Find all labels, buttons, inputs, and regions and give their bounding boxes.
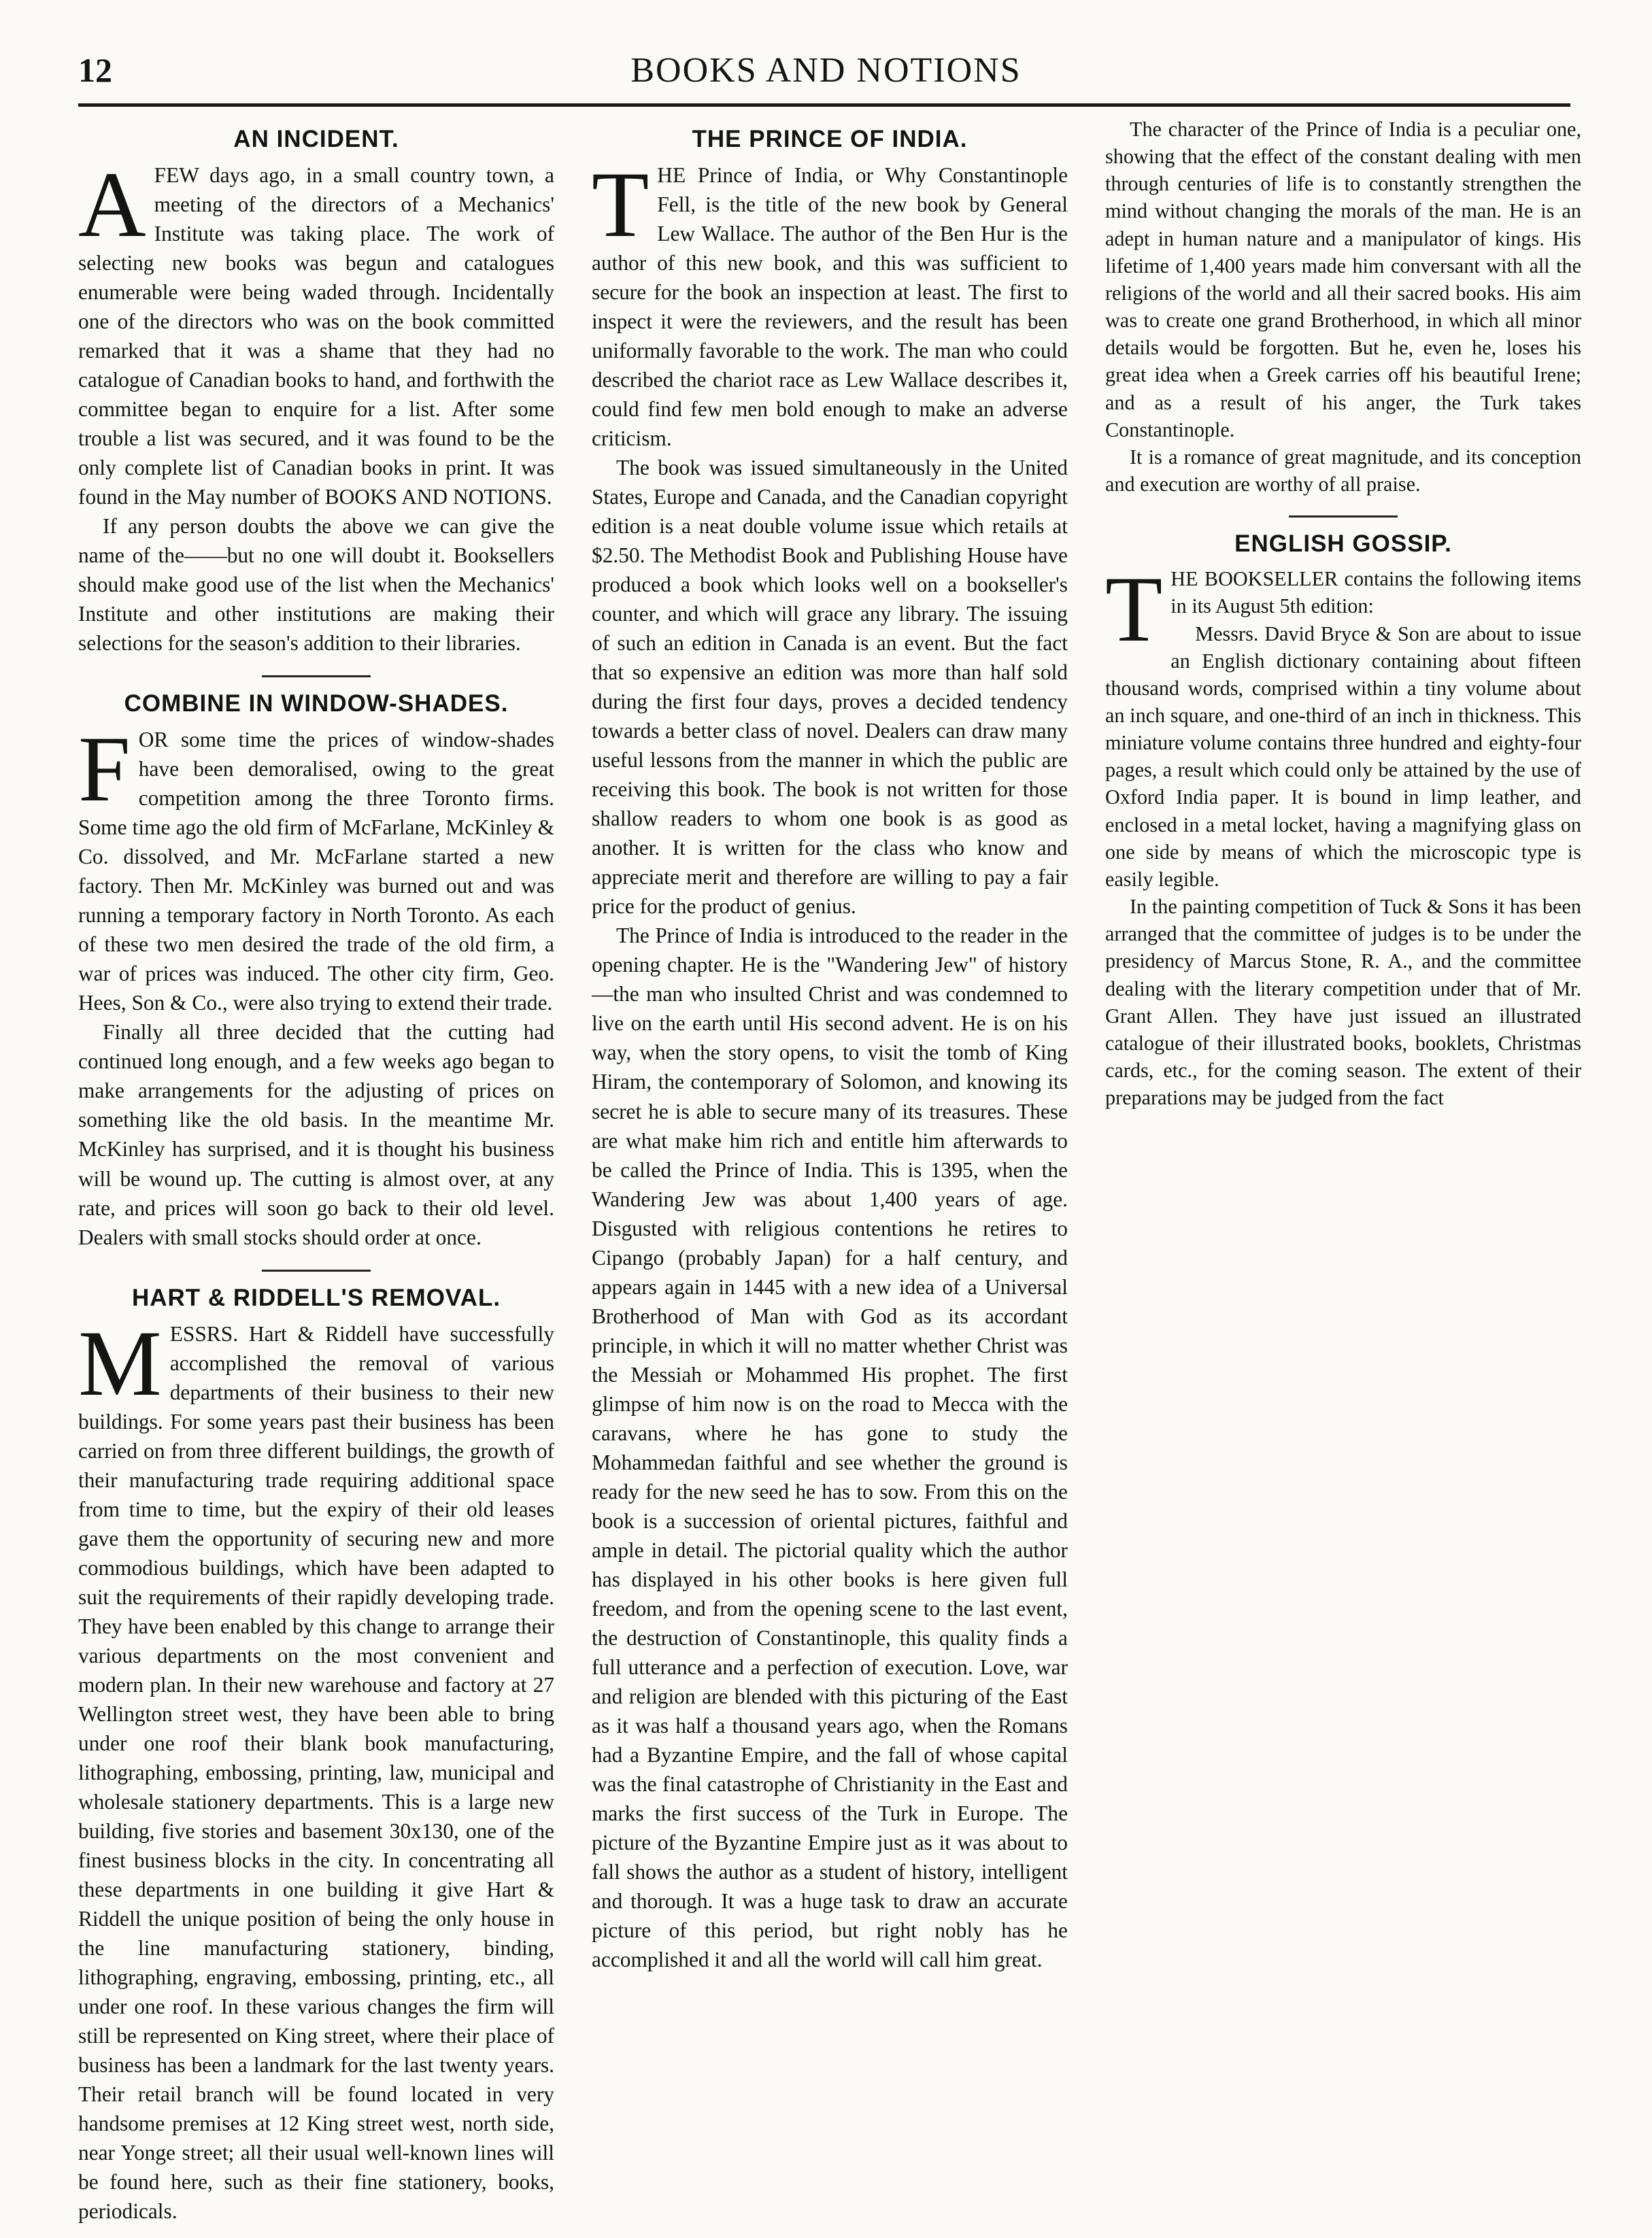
article-paragraph: The character of the Prince of India is a peculiar one, showing that the effect of the constant dealing with men through centuries of life is to constantly strengthen the mind without changing the morals of the man. He is an adept in human nature and a manipulator of kings. His lifetime of 1,400 years made him conversant with all the religions of the world and all their sacred books. His aim was to create one grand Brotherhood, in which all minor details would be forgotten. But he, even he, loses his great idea when a Greek carries off his beautiful Irene; and as a result of his anger, the Turk takes Constantinople. [1105,118,1581,441]
article-combine-in-window-shades [78,690,554,1251]
article-paragraph: THE Prince of India, or Why Constantinople Fell, is the title of the new book by General Lew Wallace. The author of the Ben Hur is the author of this new book, and this was sufficient to secure for the book an inspection at least. The first to inspect it were the reviewers, and the result has been uniformally favorable to the work. The man who could described the chariot race as Lew Wallace describes it, could find few men bold enough to make an adverse criticism. [592,152,1068,451]
page-number: 12 [78,51,112,89]
article-heading: THE PRINCE OF INDIA. [692,126,968,152]
article-hart-riddell-removal [78,1284,554,2224]
article-paragraph: The book was issued simultaneously in the United States, Europe and Canada, and the Canadian copyright edition is a neat double volume issue which retails at $2.50. The Methodist Book and Publishing House have produced a book which looks well on a bookseller's counter, and which will grace any library. The issuing of such an edition in Canada is an event. But the fact that so expensive an edition was more than half sold during the first four days, proves a decided tendency towards a better class of novel. Dealers can draw many useful lessons from the manner in which the public are receiving this book. The book is not written for those shallow readers to whom one book is as good as another. It is written for the class who know and appreciate merit and therefore are willing to pay a fair price for the product of genius. [592,456,1068,919]
article-english-gossip [1105,530,1581,1111]
column-right [1105,116,1581,2224]
article-paragraph: Finally all three decided that the cutting had continued long enough, and a few weeks ago began to make arrangements for the adjusting of prices on something like the old basis. In the meantime Mr. McKinley has surprised, and it is thought his business will be wound up. The cutting is almost over, at any rate, and prices will soon go back to their old level. Dealers with small stocks should order at once. [78,1020,554,1249]
section-divider [262,1270,371,1272]
article-heading: ENGLISH GOSSIP. [1234,530,1452,558]
section-divider [262,675,371,677]
column-middle [592,116,1068,2224]
article-heading: COMBINE IN WINDOW-SHADES. [124,690,509,717]
column-left [78,116,554,2224]
article-paragraph: MESSRS. Hart & Riddell have successfully accomplished the removal of various departments of their business to their new buildings. For some years past their business has been carried on from three different buildings, the growth of their manufacturing trade requiring additional space from time to time, but the expiry of their old leases gave them the opportunity of securing new and more commodious buildings, which have been adapted to suit the requirements of their rapidly developing trade. They have been enabled by this change to arrange their various departments on the most convenient and modern plan. In their new warehouse and factory at 27 Wellington street west, they have been able to bring under one roof their blank book manufacturing, lithographing, embossing, printing, law, municipal and wholesale stationery departments. This is a large new building, five stories and basement 30x130, one of the finest business blocks in the city. In concentrating all these departments in one building it give Hart & Riddell the unique position of being the only house in the line manufacturing stationery, binding, lithographing, engraving, embossing, printing, etc., all under one roof. In these various changes the firm will still be represented on King street, where their place of business has been a landmark for the last twenty years. Their retail branch will be found located in very handsome premises at 12 King street west, north side, near Yonge street; all their usual well-known lines will be found here, such as their fine stationery, books, periodicals. [78,1310,554,2224]
article-paragraph: If any person doubts the above we can give the name of the——but no one will doubt it. Booksellers should make good use of the list when the Mechanics' Institute and other institutions are making their selections for the season's addition to their libraries. [78,514,554,656]
header-rule [78,103,1570,107]
article-paragraph: AFEW days ago, in a small country town, a meeting of the directors of a Mechanics' Institute was taking place. The work of selecting new books was begun and catalogues enumerable were being waded through. Incidentally one of the directors who was on the book committed remarked that it was a shame that they had no catalogue of Canadian books to hand, and forthwith the committee began to enquire for a list. After some trouble a list was secured, and it was found to be the only complete list of Canadian books in print. It was found in the May number of BOOKS AND NOTIONS. [78,152,554,509]
article-paragraph: In the painting competition of Tuck & Sons it has been arranged that the committee of judges is to be under the presidency of Marcus Stone, R. A., and the committee dealing with the literary competition under that of Mr. Grant Allen. They have just issued an illustrated catalogue of their illustrated books, booklets, Christmas cards, etc., for the coming season. The extent of their preparations may be judged from the fact [1105,895,1581,1110]
text-columns [78,116,1581,2224]
article-paragraph: It is a romance of great magnitude, and its conception and execution are worthy of all praise. [1105,445,1581,496]
article-an-incident [78,125,554,658]
article-heading: HART & RIDDELL'S REMOVAL. [131,1284,501,1311]
section-divider [1289,515,1398,518]
article-paragraph: The Prince of India is introduced to the reader in the opening chapter. He is the "Wandering Jew" of history—the man who insulted Christ and was condemned to live on the earth until His second advent. He is on his way, when the story opens, to visit the tomb of King Hiram, the contemporary of Solomon, and knowing its secret he is able to secure many of its treasures. These are what make him rich and entitle him afterwards to be called the Prince of India. This is 1395, when the Wandering Jew was about 1,400 years of age. Disgusted with religious contentions he retires to Cipango (probably Japan) for a half century, and appears again in 1445 with a new idea of a Universal Brotherhood of Man with God as its accordant principle, in which it will no matter whether Christ was the Messiah or Mohammed His prophet. The first glimpse of him now is on the road to Mecca with the caravans, where he has gone to study the Mohammedan faithful and see whether the ground is ready for the new seed he has to sow. From this on the book is a succession of oriental pictures, faithful and ample in detail. The pictorial quality which the author has displayed in his other books is here given full freedom, and from the opening scene to the last event, the destruction of Constantinople, this quality finds a full utterance and a perfection of execution. Love, war and religion are blended with this picturing of the East as it was half a thousand years ago, when the Romans had a Byzantine Empire, and the fall of whose capital was the final catastrophe of Christianity in the East and marks the first success of the Turk in Europe. The picture of the Byzantine Empire just as it was about to fall shows the author as a student of history, intelligent and thorough. It was a huge task to draw an accurate picture of this period, but right nobly has he accomplished it and all the world will call him great. [592,923,1068,1971]
article-paragraph: FOR some time the prices of window-shades have been demoralised, owing to the great competition among the three Toronto firms. Some time ago the old firm of McFarlane, McKinley & Co. dissolved, and Mr. McFarlane started a new factory. Then Mr. McKinley was burned out and was running a temporary factory in North Toronto. As each of these two men desired the trade of the old firm, a war of prices was induced. The other city firm, Geo. Hees, Son & Co., were also trying to extend their trade. [78,717,554,1015]
article-paragraph: Messrs. David Bryce & Son are about to issue an English dictionary containing about fifteen thousand words, comprised within a tiny volume about an inch square, and one-third of an inch in thickness. This miniature volume contains three hundred and eighty-four pages, a result which could only be attained by the use of Oxford India paper. It is bound in limp leather, and enclosed in a metal locket, having a magnifying glass on one side by means of which the microscopic type is easily legible. [1105,622,1581,891]
article-paragraph: THE BOOKSELLER contains the following items in its August 5th edition: [1105,557,1581,662]
article-prince-of-india-continued [1105,116,1581,498]
article-prince-of-india [592,125,1068,1974]
running-head-title: BOOKS AND NOTIONS [630,51,1022,90]
article-heading: AN INCIDENT. [233,126,399,152]
